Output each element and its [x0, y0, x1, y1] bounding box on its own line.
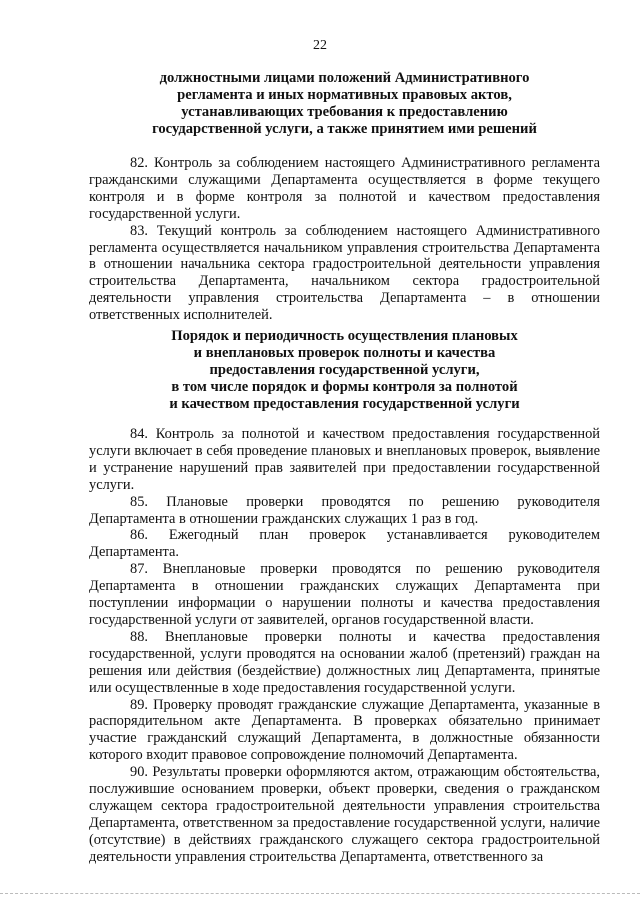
heading-line: и качеством предоставления государственной услуги [169, 396, 520, 412]
heading-line: Порядок и периодичность осуществления плановых [171, 328, 518, 344]
heading-line: устанавливающих требования к предоставлению [181, 104, 508, 120]
scan-edge-line [0, 893, 640, 894]
paragraph-90: 90. Результаты проверки оформляются актом, отражающим обстоятельства, послужившие основанием проверки, объект проверки, сведения о гражданском служащем сектора градостроительной деятельности управления строительства Департамента, ответственном за предоставление государственной услуги, наличие (отсутствие) в действиях гражданского служащего сектора градостроительной деятельности управления строительства Департамента, ответственного за [89, 764, 600, 865]
paragraph-87: 87. Внеплановые проверки проводятся по решению руководителя Департамента в отношении гражданских служащих Департамента при поступлении информации о нарушении полноты и качества предоставления государственной услуги от заявителей, органов государственной власти. [89, 561, 600, 628]
paragraph-88: 88. Внеплановые проверки полноты и качества предоставления государственной, услуги проводятся на основании жалоб (претензий) граждан на решения или действия (бездействие) должностных лиц Департамента, принятые или осуществленные в ходе предоставления государственной услуги. [89, 628, 600, 696]
paragraph-86: 86. Ежегодный план проверок устанавливается руководителем Департамента. [89, 527, 600, 561]
page-number: 22 [313, 38, 327, 53]
heading-line: должностными лицами положений Административного [159, 70, 530, 86]
heading-line: и внеплановых проверок полноты и качества [193, 345, 496, 361]
heading-line: регламента и иных нормативных правовых актов, [177, 87, 512, 103]
heading-line: государственной услуги, а также принятием ими решений [152, 121, 537, 137]
paragraph-82: 82. Контроль за соблюдением настоящего Административного регламента гражданскими служащими Департамента осуществляется в форме текущего контроля и в форме контроля за полнотой и качеством предоставления государственной услуги. [89, 155, 600, 222]
section-heading-control [89, 70, 600, 138]
paragraph-84: 84. Контроль за полнотой и качеством предоставления государственной услуги включает в себя проведение плановых и внеплановых проверок, выявление и устранение нарушений прав заявителей при предоставлении государственной услуги. [89, 426, 600, 493]
paragraph-85: 85. Плановые проверки проводятся по решению руководителя Департамента в отношении гражданских служащих 1 раз в год. [89, 493, 600, 527]
paragraph-89: 89. Проверку проводят гражданские служащие Департамента, указанные в распорядительном акте Департамента. В проверках обязательно принимает участие гражданский служащий Департамента, в должностные обязанности которого входит правовое сопровождение полномочий Департамента. [89, 696, 600, 764]
heading-line: предоставления государственной услуги, [209, 362, 480, 378]
section-body-control [89, 155, 600, 324]
section-heading-inspections [89, 328, 600, 413]
section-body-inspections [89, 426, 600, 866]
paragraph-83: 83. Текущий контроль за соблюдением настоящего Административного регламента осуществляется начальником управления строительства Департамента в отношении начальника сектора градостроительной деятельности управления строительства Департамента, начальником сектора градостроительной деятельности управления строительства Департамента – в отношении ответственных исполнителей. [89, 222, 600, 324]
heading-line: в том числе порядок и формы контроля за полнотой [171, 379, 518, 395]
